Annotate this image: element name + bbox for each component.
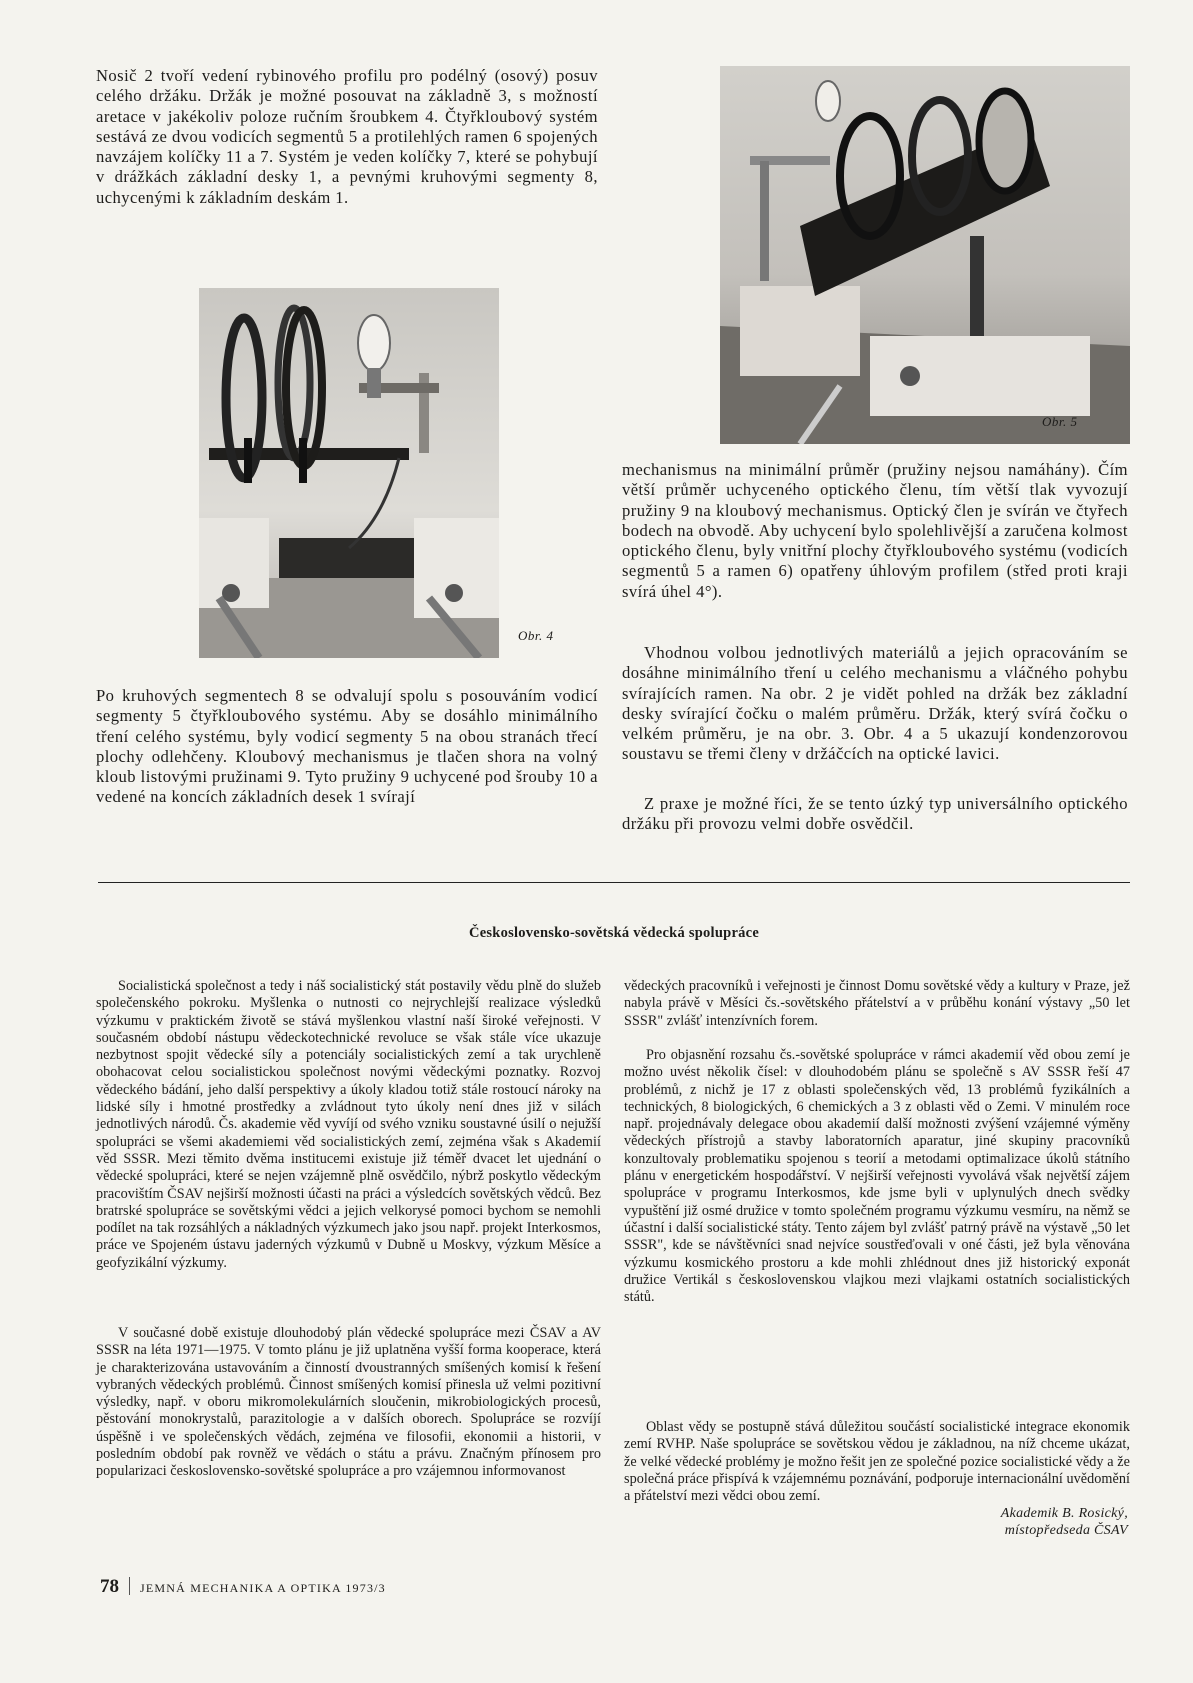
signature-name: Akademik B. Rosický, — [1000, 1506, 1128, 1521]
figure-4-image — [199, 288, 499, 658]
figure-4-caption: Obr. 4 — [518, 628, 554, 643]
segments-paragraph: Po kruhových segmentech 8 se odvalují spolu s posouváním vodicí segmenty 5 čtyřkloubového systému. Aby se dosáhlo minimálního tření celého systému, byly vodicí segmenty 5 na obou stranách třecí plochy odlehčeny. Kloubový mechanismus je tlačen shora na volný kloub listovými pružinami 9. Tyto pružiny 9 uchycené pod šrouby 10 a vedené na koncích základních desek 1 svírají — [96, 686, 598, 807]
article-paragraph-1: Socialistická společnost a tedy i náš socialistický stát postavily vědu plně do služeb společenského pokroku. Myšlenka o nutnosti co nejrychlejší realizace výsledků výzkumu v praktickém životě se stává myšlenkou vlastní naší široké veřejnosti. V současném období nástupu vědeckotechnické revoluce se však stále více ukazuje nezbytnost spojit vědecké síly a potenciály socialistických zemí a tak urychleně obohacovat celou socialistickou společnost novými vědeckými poznatky. Rozvoj vědeckého bádání, jeho další perspektivy a úkoly kladou totiž stále rostoucí nároky na lidské síly i hmotné prostředky a zvládnout tyto úkoly není dnes již v silách jednotlivých národů. Čs. akademie věd vyvíjí od svého vzniku soustavné úsilí o nejužší spolupráci se všemi akademiemi věd socialistických zemí, zejména však s Akademií věd SSSR. Mezi těmito dvěma institucemi existuje již téměř dvacet let ujednání o vědecké spolupráci, které se nejen vzájemně plně osvědčilo, nýbrž poskytlo vědeckým pracovištím ČSAV nejširší možnosti účasti na práci a výsledcích sovětských vědců. Bez bratrské spolupráce se sovětskými vědci a jejich velkorysé pomoci bychom se nemohli podílet na tak rozsáhlých a nákladných výzkumech jako jsou např. projekt Interkosmos, práce ve Spojeném ústavu jaderných výzkumů v Dubně u Moskvy, výzkum Měsíce a geofyzikální výzkumy. — [96, 978, 601, 1271]
article-title: Československo-sovětská vědecká spolupráce — [468, 925, 760, 941]
article-paragraph-5: Oblast vědy se postupně stává důležitou součástí socialistické integrace ekonomik zemí RVHP. Naše spolupráce se sovětskou vědou je základnou, na níž chceme ukázat, že velké vědecké problémy je možno řešit jen ze společné pozice socialistické vědy a že společná práce přispívá k vzájemnému poznávání, podporuje internacionální uvědomění a přátelství mezi vědci obou zemí. — [624, 1419, 1130, 1505]
page-footer — [100, 1576, 386, 1598]
conclusion-paragraph: Z praxe je možné říci, že se tento úzký typ universálního optického držáku při provozu velmi dobře osvědčil. — [622, 794, 1128, 834]
article-paragraph-2: V současné době existuje dlouhodobý plán vědecké spolupráce mezi ČSAV a AV SSSR na léta 1971—1975. V tomto plánu je již uplatněna vyšší forma kooperace, která je charakterizována ustavováním a činností dvoustranných smíšených komisí k řešení vybraných vědeckých problémů. Činnost smíšených komisí přinesla už velmi pozitivní výsledky, např. v oboru mikromolekulárních sloučenin, mikrobiologických procesů, pěstování monokrystalů, parazitologie a v dalších oborech. Spolupráce se rozvíjí úspěšně i ve společenských vědách, zejména ve filosofii, ekonomii a historii, v posledním období pak rovněž ve vědách o státu a právu. Značným přínosem pro popularizaci československo-sovětské spolupráce a pro vzájemnou informovanost — [96, 1325, 601, 1480]
journal-name: JEMNÁ MECHANIKA A OPTIKA 1973/3 — [140, 1581, 386, 1595]
article-paragraph-4: Pro objasnění rozsahu čs.-sovětské spolupráce v rámci akademií věd obou zemí je možno uvést několik čísel: v dlouhodobém plánu se společně s AV SSSR řeší 47 problémů, z nichž je 17 z oblasti společenských věd, 13 problémů fyzikálních a technických, 8 biologických, 6 chemických a 3 z oblasti věd o Zemi. V minulém roce např. projednávaly delegace obou akademií další možnosti zvýšení vzájemné výměny vědeckých přístrojů a stavby laboratorních aparatur, jiné skupiny pracovníků konzultovaly problematiku spojenou s teorií a metodami optimalizace úkolů státního plánu v energetickém hospodářství. V nejširší veřejnosti vyvolává však největší zájem spolupráce v programu Interkosmos, kde jsme byli v uplynulých dnech svědky vypuštění již osmé družice v tomto společném programu výzkumu vesmíru, na němž se účastní i další socialistické státy. Tento zájem byl zvlášť patrný právě na výstavě „50 let SSSR", kde se návštěvníci snad nejvíce soustřeďovali v oné části, jež byla věnována výzkumu kosmického prostoru a kde mohli zhlédnout dnes již historický exponát družice Vertikál s československou vlajkou mezi vlajkami ostatních socialistických států. — [624, 1047, 1130, 1306]
figure-4-photo — [199, 288, 499, 658]
article-paragraph-3: vědeckých pracovníků i veřejnosti je činnost Domu sovětské vědy a kultury v Praze, jež nabyla právě v Měsíci čs.-sovětského přátelství a v průběhu konání výstavy „50 let SSSR" zvlášť intenzívních forem. — [624, 978, 1130, 1029]
signature-role: místopředseda ČSAV — [1004, 1523, 1128, 1538]
mechanism-paragraph: mechanismus na minimální průměr (pružiny nejsou namáhány). Čím větší průměr uchyceného optického členu, tím větší tlak vyvozují pružiny 9 na kloubový mechanismus. Optický člen je svírán ve čtyřech bodech na obvodě. Aby uchycení bylo spolehlivější a zaručena kolmost optického členu, byly vnitřní plochy čtyřkloubového systému (vodicích segmentů 5 a ramen 6) opatřeny úhlovým profilem (střed proti kraji svírá úhel 4°). — [622, 460, 1128, 601]
article-signature — [870, 1505, 1128, 1539]
intro-paragraph: Nosič 2 tvoří vedení rybinového profilu pro podélný (osový) posuv celého držáku. Držák je možné posouvat na základně 3, s možností aretace v jakékoliv poloze ručním šroubkem 4. Čtyřkloubový systém sestává ze dvou vodicích segmentů 5 a protilehlých ramen 6 spojených navzájem kolíčky 11 a 7. Systém je veden kolíčky 7, které se pohybují v drážkách základní desky 1, a pevnými kruhovými segmenty 8, uchycenými k základním deskám 1. — [96, 66, 598, 207]
materials-paragraph: Vhodnou volbou jednotlivých materiálů a jejich opracováním se dosáhne minimálního tření u celého mechanismu a vláčného pohybu svírajících ramen. Na obr. 2 je vidět pohled na držák bez základní desky svírající čočku o malém průměru. Držák, který svírá čočku o velkém průměru, je na obr. 3. Obr. 4 a 5 ukazují kondenzorovou soustavu se třemi členy v držáčcích na optické lavici. — [622, 643, 1128, 764]
section-divider — [98, 882, 1130, 883]
footer-separator — [129, 1577, 130, 1595]
page-number: 78 — [100, 1576, 119, 1597]
figure-5-image — [720, 66, 1130, 444]
figure-5-caption: Obr. 5 — [1042, 414, 1078, 429]
figure-5-photo — [720, 66, 1130, 444]
